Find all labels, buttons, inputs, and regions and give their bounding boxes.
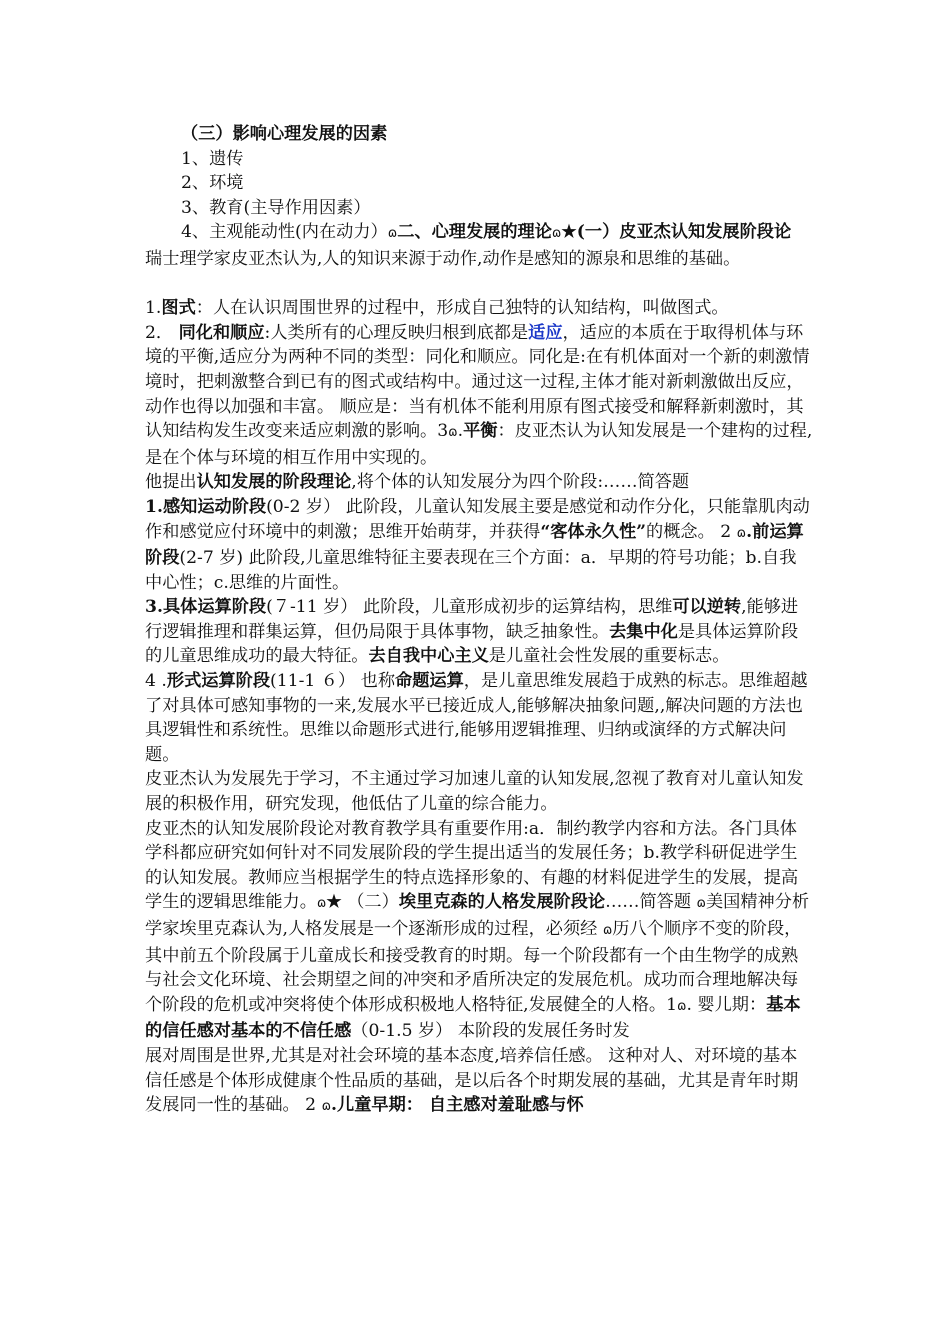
term-propositional: 命题运算	[395, 671, 464, 692]
bullet-symbol: ɷ	[448, 425, 458, 441]
text: （二）	[341, 892, 399, 913]
term-sensorimotor: .感知运动阶段	[156, 496, 267, 517]
bullet-symbol: ɷ	[316, 896, 327, 912]
heading-piaget: ★(一）皮亚杰认知发展阶段论	[561, 222, 792, 243]
bullet-symbol: ɷ	[696, 896, 706, 912]
link-adaptation[interactable]: 适应	[528, 322, 563, 343]
dot: .	[746, 521, 753, 542]
text-equilibrium: ：皮亚杰认为认知发展是一个建构的过程,是在个体与环境的相互作用中实现的。	[145, 421, 813, 468]
term-object-permanence: “客体永久性”	[540, 521, 647, 542]
bullet-symbol: ɷ	[551, 226, 562, 242]
term-autonomy: 自主感对羞耻感与怀	[422, 1095, 584, 1116]
term-de-egocentrism: 去自我中心主义	[368, 646, 489, 667]
text: 展对周围是世界,尤其是对社会环境的基本态度,培养信任感。 这种对人、对环境的基本信任感是个体形成健康个性品质的基础，是以后各个时期发展的基础，尤其是青年时期发展同一性的基础。 2	[145, 1045, 799, 1116]
text: (７-11 岁） 此阶段，儿童形成初步的运算结构，思维	[266, 597, 673, 618]
term-stage-theory: 认知发展的阶段理论	[196, 472, 352, 493]
paragraph-education-implications	[145, 817, 813, 1044]
paragraph-infancy	[145, 1044, 813, 1120]
text: ,能够进行逻辑推理和群集运算，但仍局限于具体事物，缺乏抽象性。	[145, 597, 799, 642]
number-label: 1.	[145, 298, 162, 319]
text: . 婴儿期：	[686, 994, 767, 1015]
text: （0-1.5 岁） 本阶段的发展任务时发	[351, 1021, 630, 1042]
list-item-environment: 2、环境	[181, 173, 244, 194]
text: ……简答题	[605, 892, 697, 913]
list-item-education: 3、教育(主导作用因素）	[181, 197, 371, 218]
term-decentration: 去集中化	[609, 621, 678, 642]
dot: .	[457, 421, 464, 442]
term-preoperational: 前运算阶段	[145, 521, 804, 569]
term-schema: 图式	[161, 298, 196, 319]
text: 是儿童社会性发展的重要标志。	[488, 646, 730, 667]
paragraph-theories-heading	[145, 220, 813, 247]
paragraph-assimilation	[145, 321, 813, 471]
paragraph-piaget-intro: 瑞士理学家皮亚杰认为,人的知识来源于动作,动作是感知的源泉和思维的基础。	[145, 248, 741, 269]
text-sensorimotor: (0-2 岁） 此阶段，儿童认知发展主要是感觉和动作分化，只能靠肌肉动作和感觉应付环境中的刺激；思维开始萌芽，并获得	[145, 496, 810, 542]
text: ,将个体的认知发展分为四个阶段:……简答题	[351, 472, 690, 493]
term-equilibrium: 平衡	[463, 421, 498, 442]
number-label: 1	[145, 496, 157, 517]
paragraph-schema	[145, 296, 813, 321]
text: 的概念。 2	[646, 521, 737, 542]
text: 历八个顺序不变的阶段，其中前五个阶段属于儿童成长和接受教育的时期。每一个阶段都有一个由生物学的成熟与社会文化环境、社会期望之间的冲突和矛盾所决定的发展危机。成功而合理地解决每个阶段的危机或冲突将使个体形成积极地人格特征,发展健全的人格。1	[145, 919, 802, 1015]
number-label: 4 .	[145, 671, 167, 692]
term-trust: 基本的信任感对基本的不信任感	[145, 994, 801, 1042]
text-assimilation-cont: ，适应的本质在于取得机体与环境的平衡,适应分为两种不同的类型：同化和顺应。同化是:在有机体面对一个新的刺激情境时，把刺激整合到已有的图式或结构中。通过这一过程,主体才能对新刺激做出反应，动作也得以加强和丰富。 顺应是：当有机体不能利用原有图式接受和解释新刺激时，其认知结构发生改变来适应刺激的影响。3	[145, 322, 810, 442]
term-formal-operational: 形式运算阶段	[166, 671, 271, 692]
term-assimilation: 同化和顺应	[178, 322, 265, 343]
term-reversible: 可以逆转	[672, 597, 742, 618]
bullet-symbol: ɷ	[321, 1099, 332, 1115]
text: ，是儿童思维发展趋于成熟的标志。思维超越了对具体可感知事物的一来,发展水平已接近成人,能够解决抽象问题,,解决问题的方法也具逻辑性和系统性。思维以命题形式进行,能够用逻辑推理、归纳或演绎的方式解决问题。	[145, 671, 808, 765]
text: 皮亚杰的认知发展阶段论对教育教学具有重要作用:a．制约教学内容和方法。各门具体学科都应研究如何针对不同发展阶段的学生提出适当的发展任务；b.教学科研促进学生的认知发展。教师应当根据学生的特点选择形象的、有趣的材料促进学生的发展，提高学生的逻辑思维能力。	[145, 818, 799, 913]
bullet-symbol: ɷ	[677, 998, 687, 1014]
term-early-childhood: .儿童早期：	[331, 1095, 423, 1116]
text: 是具体运算阶段的儿童思维成功的最大特征。	[145, 621, 799, 667]
bullet-symbol: ɷ	[602, 923, 613, 938]
bullet-symbol: ɷ	[387, 226, 398, 242]
term-concrete-operational: 3.具体运算阶段	[145, 597, 267, 618]
paragraph-concrete-operational	[145, 595, 813, 669]
text: 美国精神分析学家埃里克森认为,人格发展是一个逐渐形成的过程，必须经	[145, 892, 810, 939]
list-item-heredity: 1、遗传	[181, 148, 244, 169]
text-preoperational: (2-7 岁) 此阶段,儿童思维特征主要表现在三个方面：a．早期的符号功能；b.自我中心性；c.思维的片面性。	[145, 548, 797, 593]
star-icon: ★	[326, 892, 342, 913]
text: (11-1 ６） 也称	[270, 671, 396, 692]
text-assimilation: :人类所有的心理反映归根到底都是	[264, 322, 529, 343]
number-label: 2．	[145, 322, 179, 343]
heading-theories: 二、心理发展的理论	[397, 222, 552, 243]
paragraph-stage-theory	[145, 470, 813, 495]
heading-erikson: 埃里克森的人格发展阶段论	[398, 892, 606, 913]
text-schema: ：人在认识周围世界的过程中，形成自己独特的认知结构，叫做图式。	[195, 298, 729, 319]
text: 他提出	[145, 472, 197, 493]
blank-line	[145, 272, 813, 297]
list-item-initiative: 4、主观能动性(内在动力）	[181, 222, 388, 243]
paragraph-piaget-critique: 皮亚杰认为发展先于学习，不主通过学习加速儿童的认知发展,忽视了教育对儿童认知发展的积极作用，研究发现，他低估了儿童的综合能力。	[145, 769, 804, 815]
paragraph-sensorimotor	[145, 495, 813, 595]
document-body	[145, 122, 813, 1120]
paragraph-formal-operational	[145, 669, 813, 767]
bullet-symbol: ɷ	[736, 525, 747, 541]
heading-factors: （三）影响心理发展的因素	[181, 124, 388, 144]
